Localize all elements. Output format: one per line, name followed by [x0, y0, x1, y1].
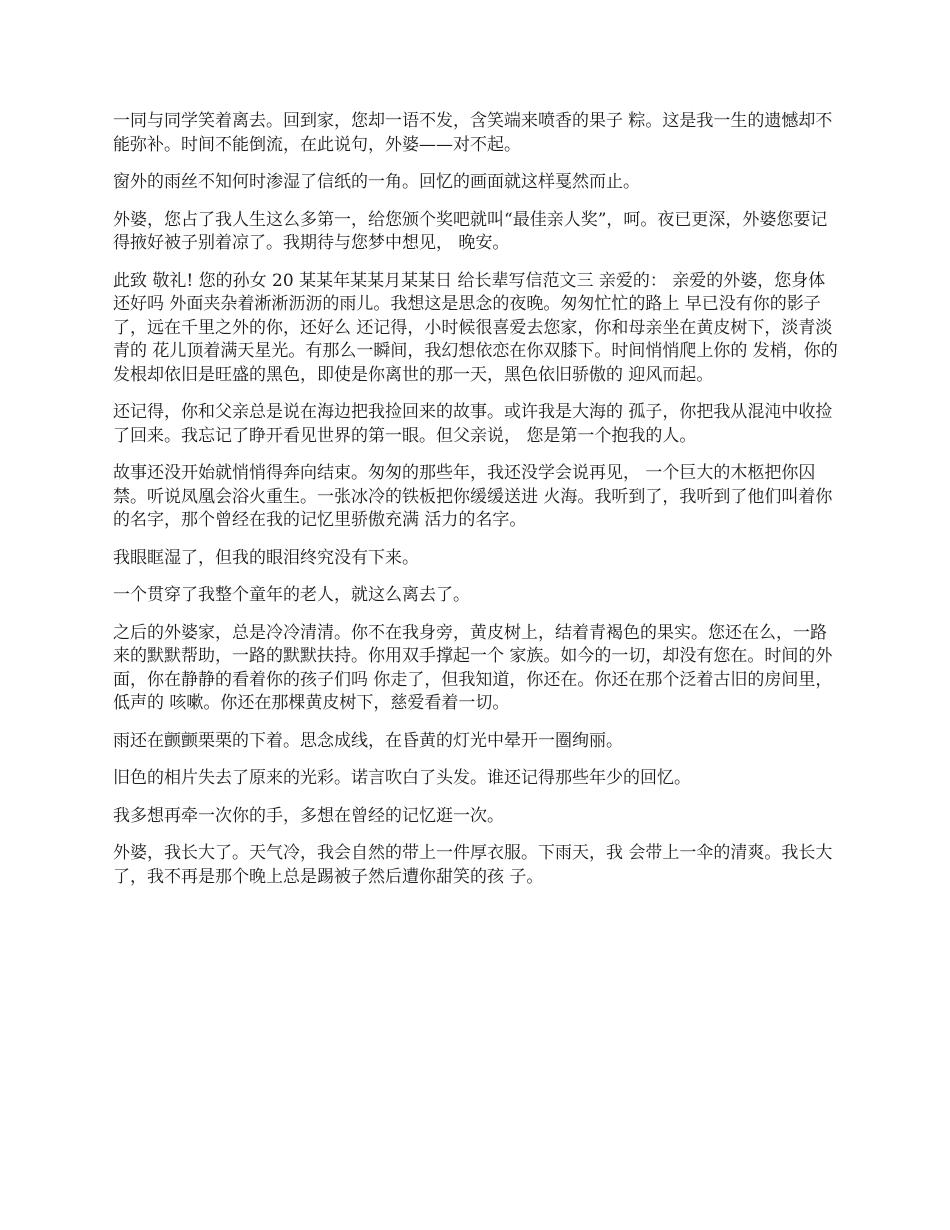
- paragraph-4: 此致 敬礼! 您的孙女 20 某某年某某月某某日 给长辈写信范文三 亲爱的： 亲爱的外婆，您身体还好吗 外面夹杂着淅淅沥沥的雨儿。我想这是思念的夜晚。匆匆忙忙的路上 早已没有你的影子了，远在千里之外的你，还好么 还记得，小时候很喜爱去您家，你和母亲坐在黄皮树下，淡青淡青的 花儿顶着满天星光。有那么一瞬间，我幻想依恋在你双膝下。时间悄悄爬上你的 发梢，你的发根却依旧是旺盛的黑色，即使是你离世的那一天，黑色依旧骄傲的 迎风而起。: [113, 270, 838, 385]
- paragraph-12: 我多想再牵一次你的手，多想在曾经的记忆逛一次。: [113, 805, 504, 826]
- document-page: [113, 110, 841, 903]
- paragraph-11: 旧色的相片失去了原来的光彩。诺言吹白了头发。谁还记得那些年少的回忆。: [113, 768, 691, 788]
- paragraph-3: 外婆，您占了我人生这么多第一，给您颁个奖吧就叫“最佳亲人奖”，呵。夜已更深，外婆您要记得掖好被子别着凉了。我期待与您梦中想见， 晚安。: [113, 209, 828, 253]
- paragraph-2: 窗外的雨丝不知何时渗湿了信纸的一角。回忆的画面就这样戛然而止。: [113, 172, 640, 192]
- paragraph-5: 还记得，你和父亲总是说在海边把我捡回来的故事。或许我是大海的 孤子，你把我从混沌中收捡了回来。我忘记了睁开看见世界的第一眼。但父亲说， 您是第一个抱我的人。: [113, 402, 833, 446]
- paragraph-13: 外婆，我长大了。天气冷，我会自然的带上一件厚衣服。下雨天，我 会带上一伞的清爽。我长大了，我不再是那个晚上总是踢被子然后遭你甜笑的孩 子。: [113, 843, 833, 887]
- paragraph-6: 故事还没开始就悄悄得奔向结束。匆匆的那些年，我还没学会说再见， 一个巨大的木柩把你囚禁。听说凤凰会浴火重生。一张冰冷的铁板把你缓缓送进 火海。我听到了，我听到了他们叫着你的名字，那个曾经在我的记忆里骄傲充满 活力的名字。: [113, 463, 833, 530]
- paragraph-8: 一个贯穿了我整个童年的老人，就这么离去了。: [113, 585, 470, 605]
- paragraph-1: 一同与同学笑着离去。回到家，您却一语不发，含笑端来喷香的果子 粽。这是我一生的遗憾却不能弥补。时间不能倒流，在此说句，外婆——对不起。: [113, 111, 833, 155]
- paragraph-10: 雨还在颤颤栗栗的下着。思念成线，在昏黄的灯光中晕开一圈绚丽。: [113, 730, 623, 751]
- paragraph-9: 之后的外婆家，总是冷冷清清。你不在我身旁，黄皮树上，结着青褐色的果实。您还在么，一路来的默默帮助，一路的默默扶持。你用双手撑起一个 家族。如今的一切，却没有您在。时间的外面，你在静静的看着你的孩子们吗 你走了，但我知道，你还在。你还在那个泛着古旧的房间里，低声的 咳嗽。你还在那棵黄皮树下，慈爱看着一切。: [113, 622, 833, 713]
- paragraph-7: 我眼眶湿了，但我的眼泪终究没有下来。: [113, 547, 419, 568]
